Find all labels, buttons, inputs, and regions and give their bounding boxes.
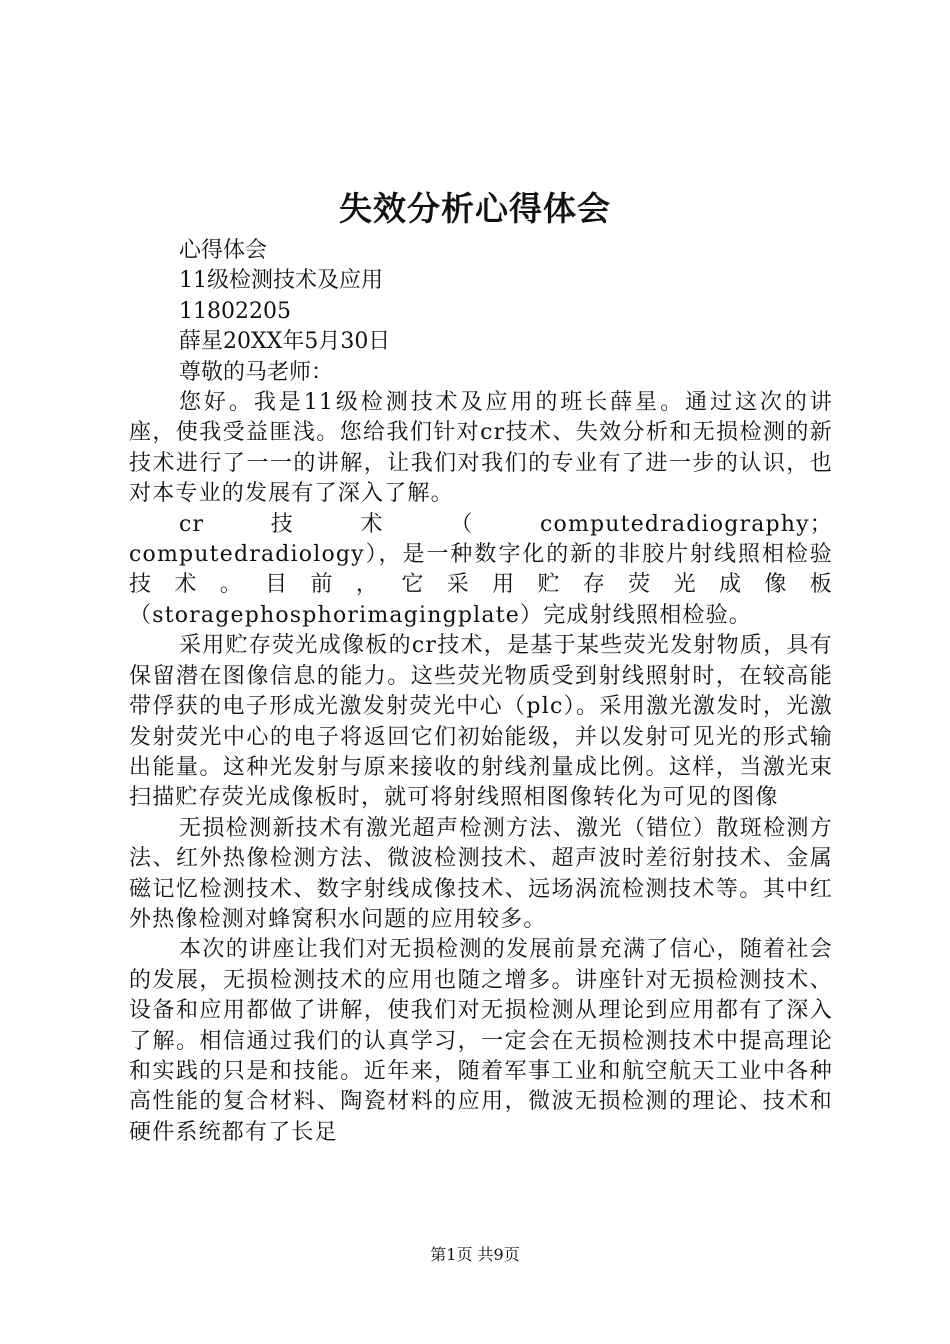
page-footer: 第1页 共9页 [430,1245,520,1264]
paragraph-greeting: 您好。我是11级检测技术及应用的班长薛星。通过这次的讲座，使我受益匪浅。您给我们针对cr技术、失效分析和无损检测的新技术进行了一一的讲解，让我们对我们的专业有了进一步的认识，也对本专业的发展有了深入了解。 [129,390,833,507]
paragraph-ndt-new-tech: 无损检测新技术有激光超声检测方法、激光（错位）散斑检测方法、红外热像检测方法、微波检测技术、超声波时差衍射技术、金属磁记忆检测技术、数字射线成像技术、远场涡流检测技术等。其中红外热像检测对蜂窝积水问题的应用较多。 [129,815,833,932]
paragraph-imaging-plate: 采用贮存荧光成像板的cr技术，是基于某些荧光发射物质，具有保留潜在图像信息的能力。这些荧光物质受到射线照射时，在较高能带俘获的电子形成光激发射荧光中心（plc）。采用激光激发时，光激发射荧光中心的电子将返回它们初始能级，并以发射可见光的形式输出能量。这种光发射与原来接收的射线剂量成比例。这样，当激光束扫描贮存荧光成像板时，就可将射线照相图像转化为可见的图像 [129,633,833,811]
paragraph-lecture-reflection: 本次的讲座让我们对无损检测的发展前景充满了信心，随着社会的发展，无损检测技术的应用也随之增多。讲座针对无损检测技术、设备和应用都做了讲解，使我们对无损检测从理论到应用都有了深入了解。相信通过我们的认真学习，一定会在无损检测技术中提高理论和实践的只是和技能。近年来，随着军事工业和航空航天工业中各种高性能的复合材料、陶瓷材料的应用，微波无损检测的理论、技术和硬件系统都有了长足 [129,937,833,1145]
meta-line-salutation: 尊敬的马老师： [179,359,334,385]
meta-line-subject: 心得体会 [179,238,268,263]
meta-line-student-id: 11802205 [179,298,291,324]
meta-line-author-date: 薛星20XX年5月30日 [179,329,391,355]
document-title: 失效分析心得体会 [339,189,611,228]
meta-line-class: 11级检测技术及应用 [179,268,383,294]
paragraph-cr-technology: cr技术（computedradiography；computedradiology），是一种数字化的新的非胶片射线照相检验技术。目前，它采用贮存荧光成像板（storagephosphorimagingplate）完成射线照相检验。 [129,511,833,628]
document-body [129,236,833,1148]
